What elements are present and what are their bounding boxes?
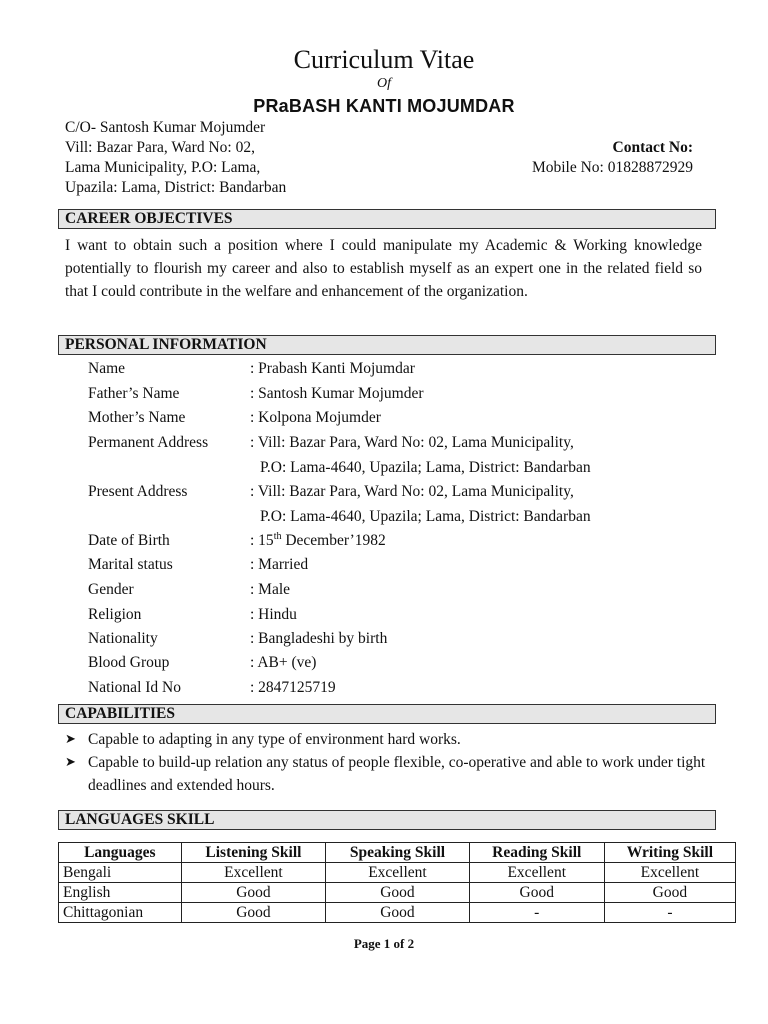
address-line: Vill: Bazar Para, Ward No: 02, — [65, 139, 255, 156]
of-subtitle: Of — [377, 76, 391, 91]
permanent-address-continuation: P.O: Lama-4640, Upazila; Lama, District: Bandarban — [260, 459, 591, 476]
column-header: Writing Skill — [604, 843, 735, 863]
info-label: Present Address — [88, 483, 188, 500]
dob-month-year: December’1982 — [281, 532, 386, 549]
table-row — [59, 863, 736, 883]
info-label: Father’s Name — [88, 385, 180, 402]
mobile-number: Mobile No: 01828872929 — [531, 159, 693, 176]
info-value: : Santosh Kumar Mojumder — [250, 385, 424, 402]
table-cell: Chittagonian — [59, 903, 182, 923]
table-cell: Good — [181, 903, 326, 923]
info-value: : Prabash Kanti Mojumdar — [250, 360, 415, 377]
career-objectives-heading: CAREER OBJECTIVES — [58, 209, 716, 229]
info-label: Mother’s Name — [88, 409, 186, 426]
personal-information-heading: PERSONAL INFORMATION — [58, 335, 716, 355]
table-cell: English — [59, 883, 182, 903]
column-header: Languages — [59, 843, 182, 863]
info-value: : Male — [250, 581, 291, 598]
dob-day: : 15 — [250, 532, 274, 549]
info-label: Blood Group — [88, 654, 170, 671]
info-value: : Married — [250, 556, 309, 573]
dob-ordinal: th — [273, 530, 282, 542]
table-cell: - — [469, 903, 604, 923]
languages-table — [58, 842, 736, 923]
info-label: Marital status — [88, 556, 173, 573]
table-row — [59, 883, 736, 903]
contact-heading: Contact No: — [612, 139, 693, 156]
table-cell: Good — [181, 883, 326, 903]
info-label: Date of Birth — [88, 532, 170, 549]
career-objectives-text: I want to obtain such a position where I could manipulate my Academic & Working knowledge potentially to flourish my career and also to establish myself as an expert one in the related field so that I could contribute in the welfare and enhancement of the organization. — [65, 237, 702, 300]
table-cell: Good — [326, 883, 469, 903]
address-line: C/O- Santosh Kumar Mojumder — [65, 119, 266, 136]
address-line: Lama Municipality, P.O: Lama, — [65, 159, 261, 176]
info-label: Name — [88, 360, 126, 377]
capability-text: Capable to build-up relation any status of people flexible, co-operative and able to work under tight deadlines and extended hours. — [88, 754, 706, 794]
column-header: Speaking Skill — [326, 843, 469, 863]
address-line: Upazila: Lama, District: Bandarban — [65, 179, 287, 196]
table-cell: Excellent — [181, 863, 326, 883]
info-label: Nationality — [88, 630, 158, 647]
info-value: : Kolpona Mojumder — [250, 409, 381, 426]
page-number: Page 1 of 2 — [353, 936, 415, 951]
info-value: : AB+ (ve) — [250, 654, 317, 671]
column-header: Reading Skill — [469, 843, 604, 863]
info-label: Gender — [88, 581, 134, 598]
info-value — [250, 529, 386, 553]
table-cell: Good — [326, 903, 469, 923]
contact-block — [532, 138, 693, 178]
languages-skill-heading: LANGUAGES SKILL — [58, 810, 716, 830]
capability-text: Capable to adapting in any type of environment hard works. — [88, 731, 461, 748]
table-header-row — [59, 843, 736, 863]
info-value: : Vill: Bazar Para, Ward No: 02, Lama Municipality, — [250, 483, 574, 500]
info-value: : Hindu — [250, 606, 297, 623]
table-cell: Excellent — [604, 863, 735, 883]
arrow-bullet-icon: ➤ — [65, 732, 76, 747]
table-row — [59, 903, 736, 923]
table-cell: Excellent — [469, 863, 604, 883]
cv-title: Curriculum Vitae — [293, 45, 475, 74]
present-address-continuation: P.O: Lama-4640, Upazila; Lama, District: Bandarban — [260, 508, 591, 525]
table-cell: - — [604, 903, 735, 923]
arrow-bullet-icon: ➤ — [65, 755, 76, 770]
info-value: : 2847125719 — [250, 679, 336, 696]
info-label: Religion — [88, 606, 142, 623]
table-cell: Excellent — [326, 863, 469, 883]
info-value: : Vill: Bazar Para, Ward No: 02, Lama Municipality, — [250, 434, 574, 451]
info-label: Permanent Address — [88, 434, 209, 451]
capability-item — [65, 751, 715, 797]
candidate-name: PRaBASH KANTI MOJUMDAR — [253, 96, 515, 116]
info-label: National Id No — [88, 679, 181, 696]
capabilities-heading: CAPABILITIES — [58, 704, 716, 724]
capability-item — [65, 728, 715, 751]
table-cell: Bengali — [59, 863, 182, 883]
address-block — [65, 118, 286, 198]
table-cell: Good — [604, 883, 735, 903]
info-value: : Bangladeshi by birth — [250, 630, 388, 647]
table-cell: Good — [469, 883, 604, 903]
column-header: Listening Skill — [181, 843, 326, 863]
